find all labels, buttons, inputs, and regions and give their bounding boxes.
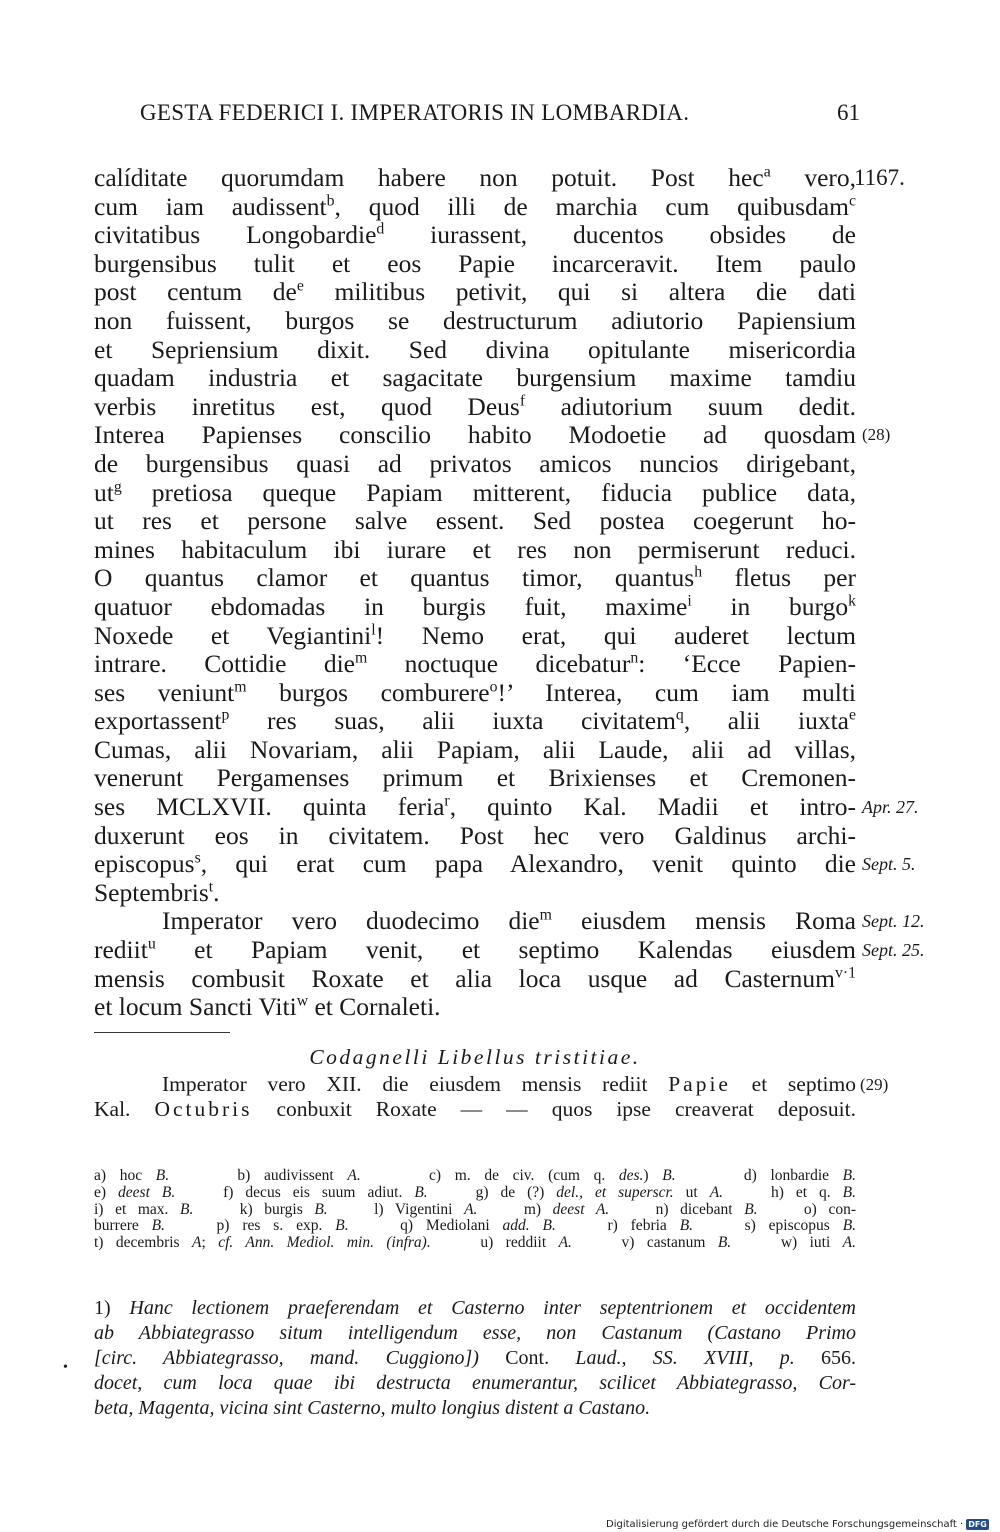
- main-text: [94, 163, 925, 1022]
- line-text: $ut^g$ pretiosa queque Papiam mitterent, fiducia publice data,: [94, 477, 856, 507]
- line-text: beta, Magenta, vicina sint Casterno, multo longius distent a Castano.: [94, 1397, 651, 1419]
- line-text: exportassent$^p$ res suas, alii iuxta civitatem$^q$, alii iuxta$^e$: [94, 706, 856, 736]
- codagnelli-section: [94, 1045, 889, 1122]
- text-line: [94, 906, 925, 936]
- text-line: [94, 650, 856, 679]
- line-text: ut res et persone salve essent. Sed postea coegerunt ho-: [94, 506, 856, 536]
- text-line: [94, 792, 919, 822]
- section-divider: [94, 1032, 230, 1033]
- line-text: cum iam audissent$^b$, quod illi de marchia cum quibusdam$^c$: [94, 191, 856, 221]
- text-line: [94, 564, 856, 593]
- line-text: i) et max. B. k) burgis B. l) Vigentini A. m) deest A. n) dicebant B. o) con-: [94, 1200, 856, 1218]
- margin-dot: •: [63, 1360, 68, 1375]
- margin-date-sept12: Sept. 12.: [862, 911, 925, 932]
- footnote-line: [94, 1321, 856, 1346]
- line-text: docet, cum loca quae ibi destructa enumerantur, scilicet Abbiategrasso, Cor-: [94, 1372, 856, 1394]
- line-text: quadam industria et sagacitate burgensium maxime tamdiu: [94, 363, 856, 393]
- page-number: 61: [837, 100, 860, 125]
- line-text: verbis inretitus est, quod Deus$^f$ adiutorium suum dedit.: [94, 391, 857, 421]
- text-line: [94, 221, 856, 250]
- codagnelli-line: [94, 1072, 889, 1097]
- text-line: [94, 278, 856, 307]
- text-line: [94, 935, 925, 965]
- margin-date-sept25: Sept. 25.: [862, 940, 925, 961]
- variant-note-line: [94, 1185, 856, 1202]
- variant-note-line: [94, 1202, 856, 1219]
- text-line: [94, 364, 856, 393]
- variant-note-line: [94, 1168, 856, 1185]
- line-text: post centum $de^e$ militibus petivit, qui si altera die dati: [94, 277, 856, 307]
- text-line: [94, 336, 856, 365]
- variant-note-line: [94, 1235, 856, 1252]
- line-text: intrare. Cottidie die$^m$ noctuque dicebatur$^n$: ‘Ecce Papien-: [94, 649, 856, 679]
- text-line: [94, 764, 856, 793]
- line-text: ab Abbiategrasso situm intelligendum esse, non Castanum (Castano Primo: [94, 1322, 856, 1344]
- line-text: 1) Hanc lectionem praeferendam et Casterno inter septentrionem et occidentem: [94, 1297, 856, 1319]
- line-text: [circ. Abbiategrasso, mand. Cuggiono]) Cont. Laud., SS. XVIII, p. 656.: [94, 1347, 856, 1369]
- running-title: GESTA FEDERICI I. IMPERATORIS IN LOMBARDIA.: [140, 100, 690, 125]
- text-line: [94, 593, 856, 622]
- codagnelli-title: Codagnelli Libellus tristitiae.: [309, 1045, 641, 1069]
- line-text: Kal. Octubris conbuxit Roxate — — quos ipse creaverat deposuit.: [94, 1097, 856, 1121]
- running-header: [140, 100, 860, 134]
- margin-date-apr27: Apr. 27.: [862, 797, 919, 818]
- text-line: [94, 707, 856, 736]
- line-text: Cumas, alii Novariam, alii Papiam, alii Laude, alii ad villas,: [94, 734, 856, 764]
- line-text: O quantus clamor et quantus timor, quantus$^h$ fletus per: [94, 563, 856, 593]
- text-line: [94, 193, 856, 222]
- footnote-line: [94, 1346, 856, 1371]
- text-line: [94, 393, 856, 422]
- text-line: [94, 622, 856, 651]
- line-text: calíditate quorumdam habere non potuit. Post hec$^a$ vero,: [94, 163, 857, 192]
- line-text: mensis combusit Roxate et alia loca usque ad Casternum$^{v\cdot 1}$: [94, 963, 856, 993]
- codagnelli-line: [94, 1097, 856, 1122]
- line-text: Interea Papienses conscilio habito Modoetie ad quosdam: [94, 420, 856, 450]
- line-text: ses veniunt$^m$ burgos comburere$^o$!’ Interea, cum iam multi: [94, 677, 856, 707]
- line-text: a) hoc B. b) audivissent A. c) m. de civ. (cum q. des.) B. d) lonbardie B.: [94, 1167, 857, 1184]
- line-text: Imperator vero XII. die eiusdem mensis rediit Papie et septimo: [162, 1072, 856, 1096]
- text-line: [94, 479, 856, 508]
- line-text: venerunt Pergamenses primum et Brixienses et Cremonen-: [94, 763, 856, 793]
- margin-year: 1167.: [854, 165, 905, 190]
- text-line: [94, 163, 905, 193]
- text-line: [94, 450, 856, 479]
- text-line: [94, 507, 856, 536]
- text-line: [94, 536, 856, 565]
- text-line: [94, 879, 856, 908]
- text-line: [94, 849, 916, 879]
- line-text: mines habitaculum ibi iurare et res non permiserunt reduci.: [94, 534, 856, 564]
- footnote-line: [94, 1396, 856, 1421]
- line-text: non fuissent, burgos se destructurum adiutorio Papiensium: [94, 305, 856, 335]
- line-text: quatuor ebdomadas in burgis fuit, maxime$^i$ in burgo$^k$: [94, 591, 856, 621]
- line-text: et locum Sancti Viti$^w$ et Cornaleti.: [94, 992, 441, 1022]
- variant-note-line: [94, 1218, 856, 1235]
- line-text: e) deest B. f) decus eis suum adiut. B. g) de (?) del., et superscr. ut A. h) et q. B.: [94, 1183, 856, 1201]
- line-text: Septembris$^t$.: [94, 877, 220, 907]
- text-line: [94, 307, 856, 336]
- line-text: Noxede et Vegiantini$^l$! Nemo erat, qui auderet lectum: [94, 620, 857, 650]
- line-text: burrere B. p) res s. exp. B. q) Mediolani add. B. r) febria B. s) episcopus B.: [94, 1217, 857, 1235]
- margin-date-sept5: Sept. 5.: [862, 854, 916, 875]
- dfg-credit-text: Digitalisierung gefördert durch die Deutsche Forschungsgemeinschaft ·: [606, 1519, 964, 1530]
- line-text: rediit$^u$ et Papiam venit, et septimo Kalendas eiusdem: [94, 935, 856, 965]
- variant-notes: [94, 1168, 856, 1252]
- dfg-logo: DFG: [968, 1520, 987, 1529]
- margin-ref-29: (29): [860, 1075, 889, 1094]
- line-text: burgensibus tulit et eos Papie incarceravit. Item paulo: [94, 248, 856, 278]
- line-text: t) decembris A; cf. Ann. Mediol. min. (infra). u) reddiit A. v) castanum B. w) iuti A.: [94, 1234, 857, 1252]
- line-text: de burgensibus quasi ad privatos amicos nuncios dirigebant,: [94, 448, 856, 478]
- text-line: [94, 822, 856, 851]
- dfg-credit: [606, 1519, 989, 1530]
- footnote: [94, 1296, 856, 1421]
- text-line: [94, 965, 856, 994]
- text-line: [94, 736, 856, 765]
- line-text: ses MCLXVII. quinta feria$^r$, quinto Kal. Madii et intro-: [94, 792, 856, 822]
- line-text: episcopus$^s$, qui erat cum papa Alexandro, venit quinto die: [94, 849, 856, 879]
- line-text: et Sepriensium dixit. Sed divina opitulante misericordia: [94, 334, 856, 364]
- footnote-line: [94, 1371, 856, 1396]
- line-text: duxerunt eos in civitatem. Post hec vero Galdinus archi-: [94, 820, 856, 850]
- text-line: [94, 679, 856, 708]
- text-line: [94, 250, 856, 279]
- text-line: [94, 993, 856, 1022]
- footnote-line: [94, 1296, 856, 1321]
- line-text: Imperator vero duodecimo die$^m$ eiusdem mensis Roma: [162, 906, 856, 936]
- line-text: civitatibus Longobardie$^d$ iurassent, ducentos obsides de: [94, 220, 856, 250]
- margin-ref-28: (28): [862, 425, 891, 445]
- text-line: [94, 420, 891, 450]
